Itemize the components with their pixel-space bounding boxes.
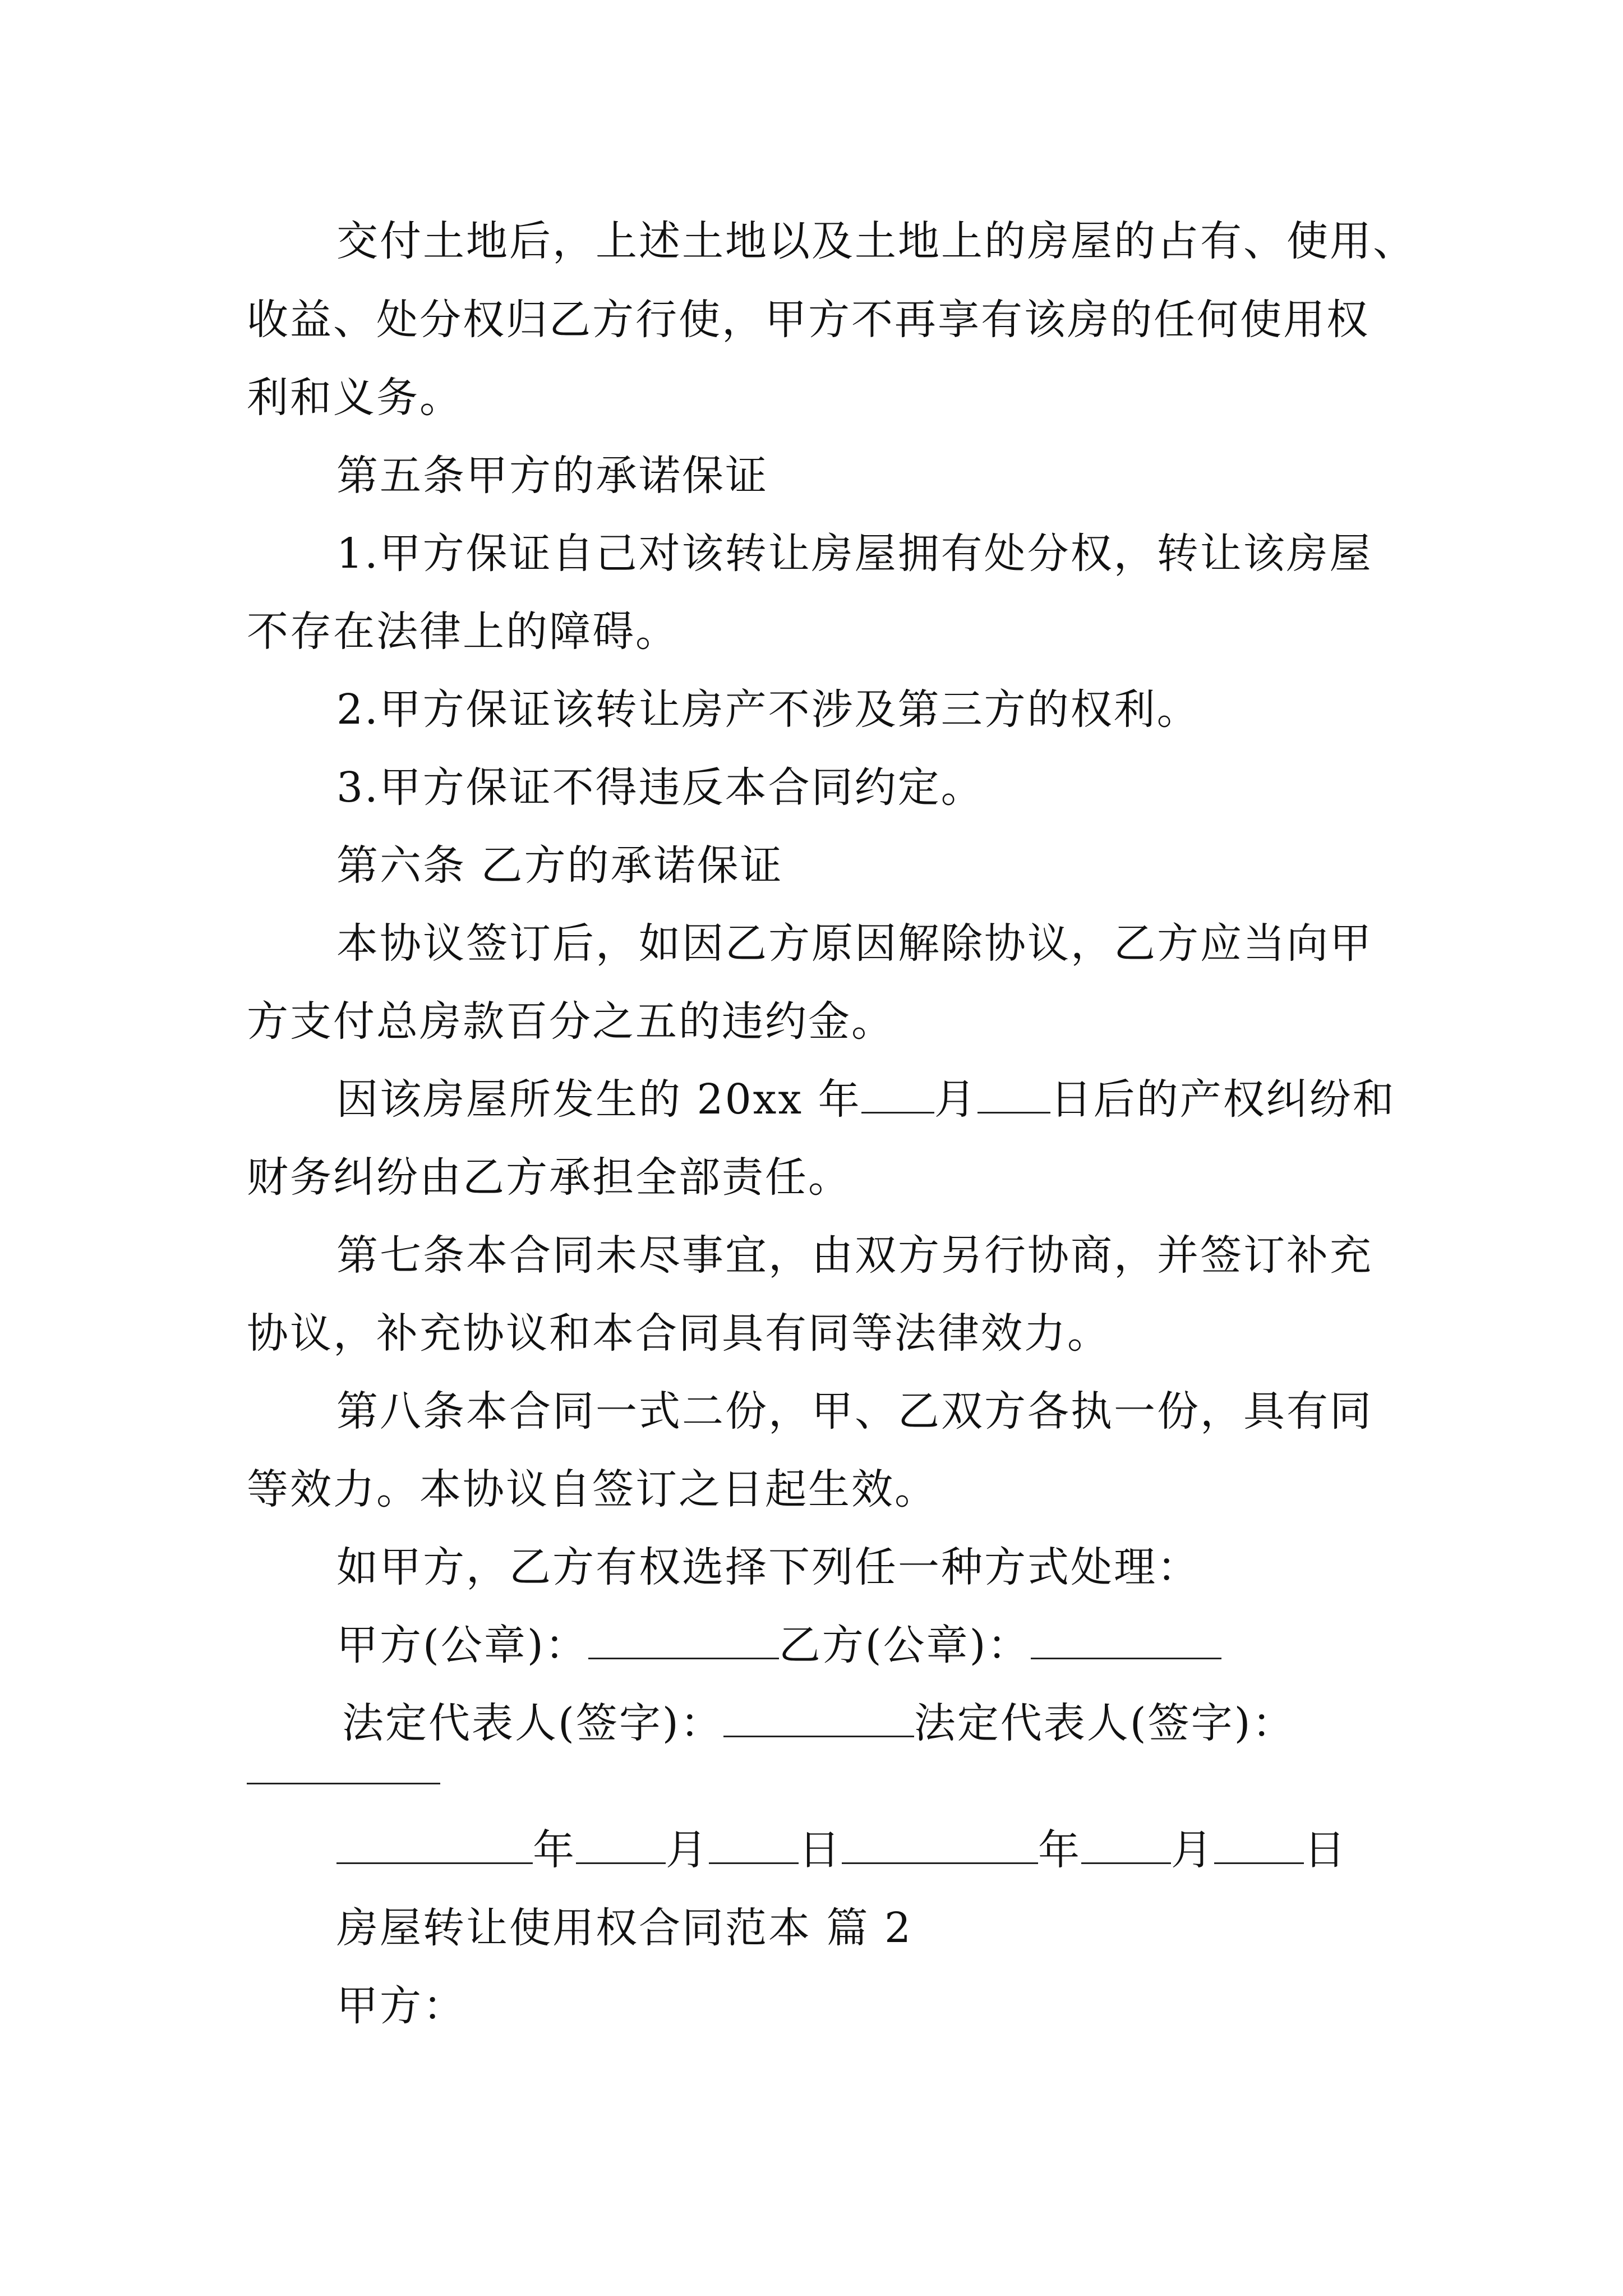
paragraph-line: 等效力。本协议自签订之日起生效。 <box>247 1465 938 1513</box>
text-segment: 因该房屋所发生的 20xx 年 <box>336 1075 861 1124</box>
paragraph-line: 如甲方，乙方有权选择下列任一种方式处理： <box>336 1543 1200 1591</box>
blank-year-b[interactable] <box>842 1828 1038 1864</box>
article-5-heading: 第五条甲方的承诺保证 <box>336 452 768 500</box>
paragraph-line: 3.甲方保证不得违反本合同约定。 <box>336 763 984 812</box>
paragraph-line: 第八条本合同一式二份，甲、乙双方各执一份，具有同 <box>336 1387 1373 1435</box>
rep-a-label: 法定代表人(签字)： <box>342 1699 723 1747</box>
rep-b-sign-field[interactable] <box>247 1783 440 1784</box>
party-a-seal-field[interactable] <box>588 1623 779 1659</box>
rep-b-label: 法定代表人(签字)： <box>914 1699 1295 1747</box>
blank-day <box>978 1077 1050 1114</box>
blank-day-a[interactable] <box>709 1828 799 1864</box>
day-label: 日 <box>1304 1826 1347 1874</box>
rep-a-sign-field[interactable] <box>723 1701 914 1737</box>
party-a-seal-label: 甲方(公章)： <box>336 1621 588 1669</box>
paragraph-line: 方支付总房款百分之五的违约金。 <box>247 997 895 1046</box>
paragraph-line: 本协议签订后，如因乙方原因解除协议，乙方应当向甲 <box>336 919 1373 968</box>
blank-month-a[interactable] <box>576 1828 666 1864</box>
blank-month-b[interactable] <box>1081 1828 1171 1864</box>
representative-line <box>342 1696 1295 1750</box>
article-6-heading: 第六条 乙方的承诺保证 <box>336 841 783 890</box>
date-line <box>336 1823 1347 1877</box>
party-a-line: 甲方： <box>336 1982 466 2030</box>
seal-line <box>336 1618 1221 1672</box>
paragraph-line: 利和义务。 <box>247 374 463 422</box>
paragraph-line: 收益、处分权归乙方行使，甲方不再享有该房的任何使用权 <box>247 296 1370 344</box>
year-label: 年 <box>1038 1826 1081 1874</box>
paragraph-line <box>336 1073 1396 1126</box>
paragraph-line: 财务纠纷由乙方承担全部责任。 <box>247 1153 851 1202</box>
paragraph-line: 2.甲方保证该转让房产不涉及第三方的权利。 <box>336 685 1200 734</box>
blank-year-a[interactable] <box>336 1828 533 1864</box>
text-segment: 日后的产权纠纷和 <box>1050 1075 1396 1124</box>
paragraph-line: 1.甲方保证自己对该转让房屋拥有处分权，转让该房屋 <box>336 530 1373 578</box>
blank-day-b[interactable] <box>1214 1828 1304 1864</box>
day-label: 日 <box>799 1826 842 1874</box>
paragraph-line: 交付土地后，上述土地以及土地上的房屋的占有、使用、 <box>336 217 1416 265</box>
paragraph-line: 不存在法律上的障碍。 <box>247 608 679 656</box>
month-label: 月 <box>1171 1826 1214 1874</box>
blank-month <box>861 1077 934 1114</box>
paragraph-line: 第七条本合同未尽事宜，由双方另行协商，并签订补充 <box>336 1231 1373 1280</box>
text-segment: 月 <box>934 1075 978 1124</box>
section-heading: 房屋转让使用权合同范本 篇 2 <box>336 1904 913 1952</box>
party-b-seal-label: 乙方(公章)： <box>778 1621 1031 1669</box>
year-label: 年 <box>533 1826 576 1874</box>
month-label: 月 <box>666 1826 709 1874</box>
paragraph-line: 协议，补充协议和本合同具有同等法律效力。 <box>247 1309 1110 1358</box>
party-b-seal-field[interactable] <box>1031 1623 1221 1659</box>
